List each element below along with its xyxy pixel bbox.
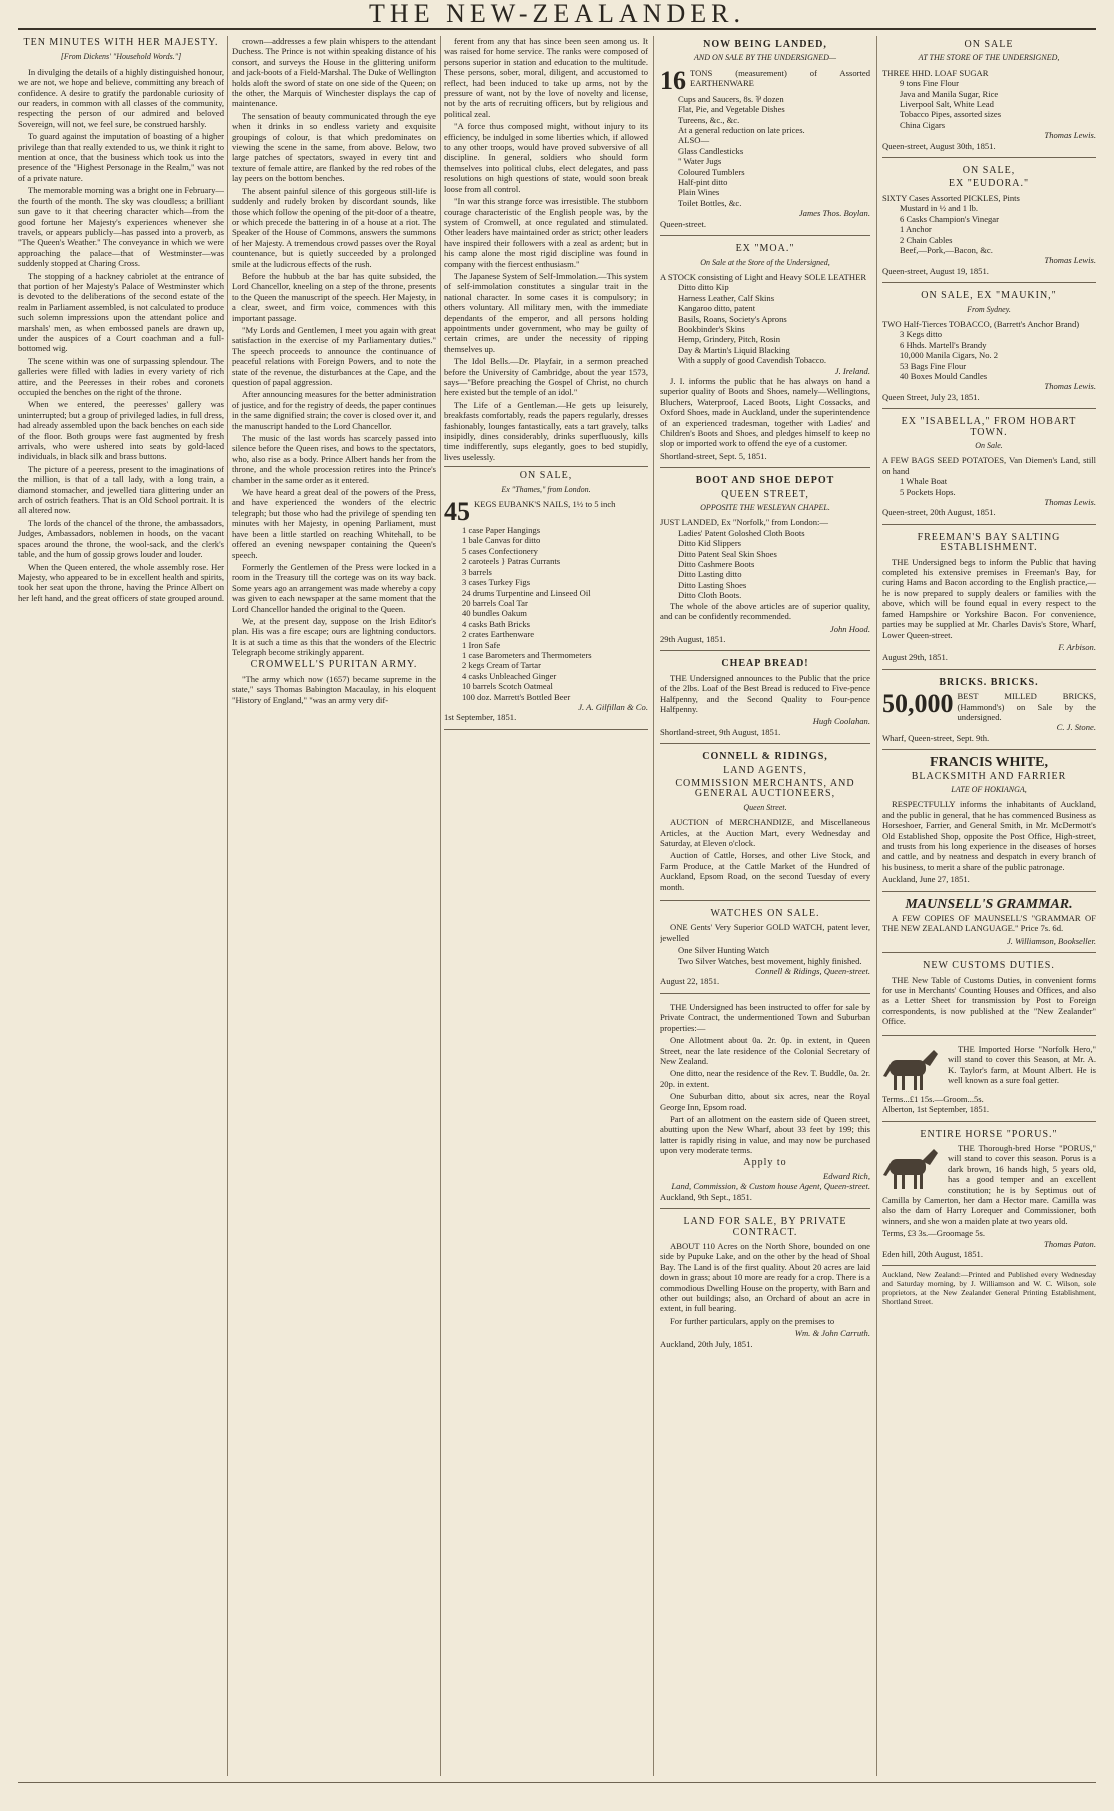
article-paragraph: The scene within was one of surpassing splendour. The galleries were filled with ladies in every variety of rich attire, and the Peeresses in their robes and coronets occupied the benches on the right of the throne. — [18, 355, 224, 397]
ad-subheading: EX "EUDORA." — [948, 178, 1030, 190]
ad-item: Two Silver Watches, best movement, highly finished. — [678, 955, 862, 966]
article-source: [From Dickens' "Household Words."] — [60, 52, 182, 62]
ad-heading: ENTIRE HORSE "PORUS." — [920, 1128, 1058, 1140]
ad-heading: MAUNSELL'S GRAMMAR. — [905, 896, 1073, 912]
ad-signature: Wm. & John Carruth. — [794, 1328, 870, 1339]
ad-quantity: 50,000 — [882, 689, 954, 719]
ad-item: Tobacco Pipes, assorted sizes — [900, 109, 1002, 120]
ad-item: Ditto Lasting Shoes — [678, 579, 747, 590]
ad-heading: FREEMAN'S BAY SALTING ESTABLISHMENT. — [917, 531, 1061, 554]
ad-date: Queen-street, August 19, 1851. — [882, 265, 989, 276]
ad-date: Queen-street, August 30th, 1851. — [882, 140, 996, 151]
ad-signature: Thomas Paton. — [1043, 1238, 1096, 1249]
article-paragraph: "In war this strange force was irresistible. The stubborn courage characteristic of the English people was, by the system of Cromwell, at once regulated and stimulated. Other leaders have maintained order as strict; other leaders have inspired their followers with a zeal as ardent; but in his camp alone the most rigid discipline was found in company with the fiercest enthusiasm." — [444, 196, 648, 269]
article-paragraph: The music of the last words has scarcely passed into silence before the Queen rises, and bows to the spectators, who, also rise as a body. Prince Albert hands her from the throne, and the whole procession retires into the Prince's chamber in the same order as it entered. — [232, 433, 436, 485]
advertisement-auctioneers — [660, 748, 870, 901]
ad-item: 5 Pockets Hops. — [900, 486, 956, 497]
ad-date: Queen Street, July 23, 1851. — [882, 391, 980, 402]
article-paragraph: The lords of the chancel of the throne, the ambassadors, Judges, Ambassadors, noblemen in hoods, on the vacant spaces around the throne, the wool-sack, and the clerk's table, and the hum of gossip grows louder and louder. — [18, 517, 224, 560]
ad-heading: ON SALE — [964, 39, 1014, 50]
article-paragraph: When the Queen entered, the whole assembly rose. Her Majesty, who appeared to be in excellent health and spirits, took her seat upon the throne, having the Prince Albert on her left hand, and the great officers of state grouped around. — [18, 561, 224, 603]
ad-subheading: AND ON SALE BY THE UNDERSIGNED— — [693, 53, 836, 63]
ad-subheading: QUEEN STREET, — [721, 488, 809, 500]
ad-date: Shortland-street, 9th August, 1851. — [660, 726, 781, 737]
ad-signature: Thomas Lewis. — [1044, 130, 1096, 141]
ad-item: At a general reduction on late prices. — [678, 125, 805, 136]
ad-item: Plain Wines — [678, 187, 720, 198]
ad-date: August 29th, 1851. — [882, 652, 948, 663]
ad-lead: KEGS EUBANK'S NAILS, 1½ to 5 inch — [474, 499, 616, 510]
ad-item: 2 kegs Cream of Tartar — [462, 660, 541, 671]
ad-subheading: AT THE STORE OF THE UNDERSIGNED, — [918, 53, 1060, 63]
advertisement-potatoes — [882, 413, 1096, 525]
ad-item: Ditto Kid Slippers — [678, 538, 742, 549]
ad-item: Ditto ditto Kip — [678, 282, 729, 293]
ad-signature: Land, Commission, & Custom house Agent, Queen-street. — [671, 1181, 870, 1192]
ad-item: 100 doz. Marrett's Bottled Beer — [462, 691, 571, 702]
bottom-rule — [18, 1782, 1096, 1783]
ad-date: Eden hill, 20th August, 1851. — [882, 1248, 983, 1259]
ad-text: THE New Table of Customs Duties, in convenient forms for use in Merchants' Counting Houses and Offices, and also as a Letter Sheet for transmission by Post to Foreign correspondents, is now published at the "New Zealander" Office. — [882, 974, 1096, 1027]
masthead — [0, 0, 1114, 30]
article-paragraph: ferent from any that has since been seen among us. It was raised for home service. The ranks were composed of persons superior in station and education to the multitude. These persons, sober, moral, diligent, and accustomed to reflect, had been induced to take up arms, not by the pressure of want, not by the love of novelty and license, not by the arts of recruiting officers, but by religious and political zeal. — [444, 36, 648, 119]
ad-item: 40 bundles Oakum — [462, 608, 527, 619]
ad-signature: John Hood. — [829, 623, 870, 634]
advertisement-boots — [660, 472, 870, 651]
ad-item: Kangaroo ditto, patent — [678, 303, 756, 314]
ad-item: 6 Hhds. Martell's Brandy — [900, 339, 987, 350]
article-paragraph: Before the hubbub at the bar has quite subsided, the Lord Chancellor, kneeling on a step of the throne, presents to the Queen the manuscript of the speech. Her Majesty, in a clear, sweet, and firm voice, commences with this important passage. — [232, 270, 436, 323]
ad-item: One Silver Hunting Watch — [678, 945, 770, 956]
ad-signature: C. J. Stone. — [1056, 722, 1096, 733]
ad-item: Ladies' Patent Goloshed Cloth Boots — [678, 527, 805, 538]
ad-terms: Terms, £3 3s.—Groomage 5s. — [882, 1228, 985, 1239]
ad-text: One ditto, near the residence of the Rev. T. Buddle, 0a. 2r. 20p. in extent. — [660, 1068, 870, 1089]
ad-heading: BOOT AND SHOE DEPOT — [695, 475, 835, 487]
advertisement-sugar — [882, 36, 1096, 158]
ad-heading: WATCHES ON SALE. — [710, 908, 820, 920]
ad-subheading: OPPOSITE THE WESLEYAN CHAPEL. — [700, 503, 830, 513]
ad-item: 2 caroteels } Patras Currants — [462, 556, 561, 567]
advertisement-bricks — [882, 674, 1096, 750]
ad-signature: Thomas Lewis. — [1044, 255, 1096, 266]
column-divider — [440, 36, 441, 1776]
ad-text: A FEW COPIES OF MAUNSELL'S "GRAMMAR OF THE NEW ZEALAND LANGUAGE." Price 7s. 6d. — [882, 913, 1096, 934]
ad-item: Cups and Saucers, 8s. ⅌ dozen — [678, 93, 784, 104]
ad-item: 2 Chain Cables — [900, 234, 953, 245]
article-paragraph: The memorable morning was a bright one in February—the fourth of the month. The sky was cloudless; a brilliant sun gave to it that cheering character which—from the good fortune her Majesty's experiences whenever she travels, or appears publicly—has passed into a proverb, as "The Queen's Weather." The conveyance in which we were approaching the palace—that of Westminster—was suddenly stopped at Charing Cross. — [18, 185, 224, 269]
ad-text: Auction of Cattle, Horses, and other Live Stock, and Farm Produce, at the Cattle Market of the Hundred of Auckland, Epsom Road, on the second Tuesday of every month. — [660, 850, 870, 892]
ad-item: 1 Iron Safe — [462, 639, 501, 650]
column-2 — [232, 36, 436, 1776]
ad-signature: Edward Rich, — [823, 1170, 870, 1181]
advertisement-porus — [882, 1126, 1096, 1267]
ad-item: Flat, Pie, and Vegetable Dishes — [678, 104, 785, 115]
ad-apply: Apply to — [743, 1156, 787, 1168]
article-paragraph: The picture of a peeress, present to the imaginations of the million, is that of a tall lady, with a long train, a diamond stomacher, and jewelled tiara glittering under an arch of ostrich feathers. That is an Old School portrait. It is all altered now. — [18, 463, 224, 516]
ad-item: 1 case Barometers and Thermometers — [462, 649, 592, 660]
article-paragraph: The stopping of a hackney cabriolet at the entrance of that portion of her Majesty's Palace of Westminster which is devoted to the deliberations of the second estate of the realm in Parliament assembled, is not calculated to produce such solemn impressions upon the attendant police and marshals' men, as when embossed panels are drawn up, under the auspices of a Court coachman and a full-bottomed wig. — [18, 270, 224, 354]
ad-item: China Cigars — [900, 119, 946, 130]
ad-lead: THREE HHD. LOAF SUGAR — [882, 67, 989, 78]
ad-item: 4 casks Unbleached Ginger — [462, 670, 557, 681]
ad-lead: TWO Half-Tierces TOBACCO, (Barrett's Anchor Brand) — [882, 318, 1080, 329]
column-divider — [876, 36, 877, 1776]
ad-date: 1st September, 1851. — [444, 712, 517, 723]
ad-subheading: From Sydney. — [967, 304, 1011, 314]
ad-text: THE Imported Horse "Norfolk Hero," will stand to cover this Season, at Mr. A. K. Taylor's farm, at Mount Albert. He is well known as a sure foal getter. — [948, 1043, 1096, 1085]
ad-signature: Connell & Ridings, Queen-street. — [755, 966, 870, 977]
ad-item: 53 Bags Fine Flour — [900, 360, 967, 371]
ad-item: 1 case Paper Hangings — [462, 525, 541, 536]
ad-text: THE Thorough-bred Horse "PORUS," will stand to cover this season. Porus is a dark brown, 16 hands high, 5 years old, has a good temper and an excellent constitution; he is by Septimus out of Camilla by Camerton, her dam a Hector mare. Camilla was also the dam of Harry Lorequer and Commissioner, both winners, and she won a maiden plate at two years old. — [882, 1142, 1096, 1226]
column-1 — [18, 36, 224, 1776]
advertisement-earthenware — [660, 36, 870, 236]
ad-item: 20 barrels Coal Tar — [462, 597, 528, 608]
article-paragraph: "My Lords and Gentlemen, I meet you again with great satisfaction in the exercise of my Parliamentary duties." The speech proceeds to announce the continuance of peaceful relations with Foreign Powers, and to note the state of the revenue, the disturbances at the Cape, and the question of papal aggression. — [232, 324, 436, 387]
ad-item: 1 Whale Boat — [900, 476, 948, 487]
ad-item: 3 barrels — [462, 566, 492, 577]
advertisement-land — [660, 1213, 870, 1355]
ad-item: 10 barrels Scotch Oatmeal — [462, 681, 553, 692]
ad-text: The whole of the above articles are of superior quality, and can be confidently recommended. — [660, 600, 870, 622]
ad-text: J. I. informs the public that he has always on hand a superior quality of Boots and Shoes, namely—Wellingtons, Bluchers, Waterproof, Laced Boots, Light Cossacks, and Oxford Shoes, made in Auckland, under the superintendence of an experienced tradesman, together with Ladies' and Children's Boots and Shoes, and pledges himself to keep no slop or imported work to offend the eye of a customer. — [660, 375, 870, 449]
ad-item: Beef,—Pork,—Bacon, &c. — [900, 244, 993, 255]
advertisement-property — [660, 998, 870, 1209]
article-title: CROMWELL'S PURITAN ARMY. — [250, 658, 418, 670]
ad-item: Harness Leather, Calf Skins — [678, 292, 775, 303]
article-paragraph: To guard against the imputation of boasting of a higher privilege than that really extended to us, we think it right to mention at once, that the business which took us into the presence of the "Highest Personage in the Realm," was not of a private nature. — [18, 131, 224, 183]
ad-heading: ON SALE, — [519, 470, 573, 482]
advertisement-leather — [660, 240, 870, 468]
column-5 — [882, 36, 1096, 1776]
ad-item: Day & Martin's Liquid Blacking — [678, 344, 790, 355]
article-paragraph: After announcing measures for the better administration of justice, and for the registry of deeds, the paper continues in the same dignified strain; the cover is closed over it, and the manuscript handed to the Lord Chancellor. — [232, 389, 436, 431]
advertisement-watches — [660, 905, 870, 994]
ad-subheading: LAND AGENTS, — [723, 764, 807, 776]
column-3 — [444, 36, 648, 1776]
ad-date: Wharf, Queen-street, Sept. 9th. — [882, 732, 990, 743]
ad-item: Java and Manila Sugar, Rice — [900, 88, 999, 99]
ad-item: Liverpool Salt, White Lead — [900, 99, 994, 110]
ad-item: Basils, Roans, Society's Aprons — [678, 313, 787, 324]
ad-text: For further particulars, apply on the premises to — [670, 1315, 835, 1326]
article-paragraph: The Idol Bells.—Dr. Playfair, in a sermon preached before the University of Cambridge, about the year 1573, says—"Before preaching the Gospel of Christ, no church here existed but the temple of an idol." — [444, 356, 648, 398]
ad-signature: James Thos. Boylan. — [798, 208, 870, 219]
ad-item: Toilet Bottles, &c. — [678, 197, 742, 208]
ad-item: 6 Casks Champion's Vinegar — [900, 213, 999, 224]
ad-item: Coloured Tumblers — [678, 166, 745, 177]
column-4 — [660, 36, 870, 1776]
advertisement-pickles — [882, 162, 1096, 283]
ad-date: August 22, 1851. — [660, 976, 720, 987]
ad-item: 2 crates Earthenware — [462, 629, 535, 640]
ad-item: 10,000 Manila Cigars, No. 2 — [900, 350, 999, 361]
printer-imprint: Auckland, New Zealand:—Printed and Published every Wednesday and Saturday morning, by J. Williamson and W. C. Wilson, sole proprietors, at the New Zealander General Printing Establishment, Shortland Street. — [882, 1270, 1096, 1307]
ad-heading: FRANCIS WHITE, — [930, 755, 1048, 771]
article-paragraph: The Japanese System of Self-Immolation.—This system of self-immolation constitutes a singular trait in the national character. In some cases it is compulsory; in others voluntary. All military men, with the immediate dependants of the emperor, and all persons holding appointments under government, who may be guilty of certain crimes, are under the necessity of ripping themselves up. — [444, 270, 648, 354]
ad-terms: Terms...£1 15s.—Groom...5s. — [882, 1093, 984, 1104]
ad-subheading: On Sale at the Store of the Undersigned, — [700, 257, 830, 267]
horse-icon — [882, 1044, 942, 1094]
ad-text: ONE Gents' Very Superior GOLD WATCH, patent lever, jewelled — [660, 922, 870, 943]
ad-quantity: 45 — [444, 497, 470, 527]
advertisement-nails — [444, 466, 648, 730]
ad-text: ABOUT 110 Acres on the North Shore, bounded on one side by Pupuke Lake, and on the other by the head of Shoal Bay. The Land is of the first quality. About 20 acres are laid down in grass; about 10 more are ready for a crop. There is a commodious Dwelling House on the property, with Barn and other out buildings; also, an Orchard of about an acre in extent, in full bearing. — [660, 1241, 870, 1314]
column-divider — [227, 36, 228, 1776]
ad-heading: EX "ISABELLA," FROM HOBART TOWN. — [901, 416, 1077, 438]
ad-date: Shortland-street, Sept. 5, 1851. — [660, 450, 767, 461]
ad-date: Auckland, 20th July, 1851. — [660, 1338, 753, 1349]
article-paragraph: We have heard a great deal of the powers of the Press, and have experienced the wonders of the electric telegraph; but those who had the privilege of spending ten minutes with her Majesty, in opening Parliament, must have been a little startled on reaching Whitehall, to be offered an evening newspaper containing the Queen's speech. — [232, 487, 436, 560]
ad-signature: F. Arbison. — [1058, 641, 1096, 652]
article-paragraph: Formerly the Gentlemen of the Press were locked in a room in the Treasury till the cortege was on its way back. Some years ago an arrangement was made whereby a copy was given to each newspaper at the same moment that the Lord Chancellor handed the original to the Queen. — [232, 561, 436, 614]
advertisement-bread — [660, 655, 870, 744]
ad-item: " Water Jugs — [678, 156, 722, 167]
ad-subheading: BLACKSMITH AND FARRIER — [911, 770, 1067, 782]
ad-heading: CONNELL & RIDINGS, — [702, 751, 828, 763]
ad-item: 3 Kegs ditto — [900, 329, 943, 340]
article-paragraph: The sensation of beauty communicated through the eye when it drinks in so endless variety and exquisite groupings of colour, is that which predominates on viewing the scene in the same, from above. Below, two large patches of spectators, swayed in every tint and texture of female attire, are flanked by the red robes of the lay peers on the bottom benches. — [232, 110, 436, 184]
ad-item: 1 bale Canvas for ditto — [462, 535, 541, 546]
ad-heading: ON SALE, EX "MAUKIN," — [921, 290, 1057, 302]
newspaper-title: THE NEW-ZEALANDER. — [369, 0, 745, 28]
ad-text: RESPECTFULLY informs the inhabitants of Auckland, and the public in general, that he has commenced Business as Horseshoer, Farrier, and General Smith, in Mr. McDermott's Old Established Shop, opposite the Post Office, High-street, and trusts from his long experience in the diseases of horses and cattle, and by neatness and despatch in every branch of his business, to merit a share of the public patronage. — [882, 799, 1096, 872]
ad-subheading: LATE OF HOKIANGA, — [951, 784, 1027, 794]
ad-date: Auckland, 9th Sept., 1851. — [660, 1191, 752, 1202]
advertisement-tobacco — [882, 287, 1096, 409]
article-paragraph: "The army which now (1657) became supreme in the state," says Thomas Babington Macaulay, in his eloquent "History of England," "was an army very dif- — [232, 673, 436, 705]
column-divider — [653, 36, 654, 1776]
ad-item: 5 cases Confectionery — [462, 545, 538, 556]
ad-item: 1 Anchor — [900, 224, 932, 235]
ad-heading: NOW BEING LANDED, — [703, 39, 827, 50]
ad-date: 29th August, 1851. — [660, 633, 726, 644]
advertisement-norfolk-hero — [882, 1040, 1096, 1122]
advertisement-blacksmith — [882, 754, 1096, 891]
ad-item: 9 tons Fine Flour — [900, 78, 959, 89]
ad-text: THE Undersigned begs to inform the Public that having completed his extensive premises in Freeman's Bay, for curing Hams and Bacon according to the English practice,—he is now prepared to supply dealers or families with the above, which will be found equal in every respect to the famed Hampshire or Yorkshire Bacon. For convenience, parties may be supplied at Mr. Charles Davis's Store, Wharf, Lower Queen-street. — [882, 556, 1096, 640]
ad-signature: Thomas Lewis. — [1044, 497, 1096, 508]
article-paragraph: "A force thus composed might, without injury to its efficiency, be indulged in some liberties which, if allowed to any other troops, would have proved subversive of all discipline. In general, soldiers who should form themselves into political clubs, elect delegates, and pass resolutions on high questions of state, would soon break loose from all control. — [444, 121, 648, 194]
article-title: TEN MINUTES WITH HER MAJESTY. — [23, 37, 219, 48]
ad-lead: TONS (measurement) of Assorted EARTHENWARE — [690, 67, 870, 89]
ad-item: Bookbinder's Skins — [678, 323, 745, 334]
ad-text: THE Undersigned has been instructed to offer for sale by Private Contract, the undermentioned Town and Suburban properties:— — [660, 1001, 870, 1033]
ad-heading: EX "MOA." — [735, 243, 795, 255]
article-paragraph: When we entered, the peeresses' gallery was uninterrupted; but a group of privileged ladies, in full dress, had already assembled upon the back benches on each side of the floor. Both groups were fast augmented by fresh arrivals, who were ushered into seats by gold-laced individuals, in black silk and brass buttons. — [18, 399, 224, 462]
ad-signature: J. Ireland. — [834, 365, 870, 376]
ad-signature: Thomas Lewis. — [1044, 381, 1096, 392]
ad-text: Part of an allotment on the eastern side of Queen street, abutting upon the New Wharf, about 33 feet by 199; this latter is rapidly rising in value, and may now be purchased upon very moderate terms. — [660, 1113, 870, 1156]
ad-item: 3 cases Turkey Figs — [462, 577, 531, 588]
article-paragraph: crown—addresses a few plain whispers to the attendant Duchess. The Prince is not within speaking distance of his consort, and surveys the House in the glittering uniform and jack-boots of a Field-Marshal. The Duke of Wellington holds aloft the sword of state on one side of the Queen; on the other, the Marquis of Winchester displays the cap of maintenance. — [232, 36, 436, 109]
ad-heading: NEW CUSTOMS DUTIES. — [923, 960, 1055, 972]
ad-heading: ON SALE, — [962, 165, 1016, 177]
advertisement-customs — [882, 957, 1096, 1035]
ad-subheading: Queen Street. — [743, 802, 787, 812]
ad-place: Queen-street. — [660, 218, 707, 229]
ad-subheading: COMMISSION MERCHANTS, AND GENERAL AUCTIONEERS, — [675, 777, 855, 800]
ad-item: 40 Boxes Mould Candles — [900, 370, 988, 381]
ad-text: One Suburban ditto, about six acres, near the Royal George Inn, Epsom road. — [660, 1091, 870, 1112]
horse-icon — [882, 1143, 942, 1193]
ad-lead: A FEW BAGS SEED POTATOES, Van Diemen's Land, still on hand — [882, 455, 1096, 476]
ad-quantity: 16 — [660, 65, 686, 95]
ad-item: Tureens, &c., &c. — [678, 114, 740, 125]
ad-item: Mustard in ½ and 1 lb. — [900, 203, 979, 214]
ad-item: Half-pint ditto — [678, 177, 728, 188]
ad-text: One Allotment about 0a. 2r. 0p. in extent, in Queen Street, near the late residence of the Colonial Secretary of New Zealand. — [660, 1035, 870, 1066]
article-paragraph: The Life of a Gentleman.—He gets up leisurely, breakfasts comfortably, reads the papers regularly, dresses fashionably, lounges fantastically, eats a tart gravely, talks insipidly, dines considerably, drinks superfluously, kills time indifferently, sups elegantly, goes to bed stupidly, lives uselessly. — [444, 399, 648, 462]
ad-subheading: On Sale. — [975, 441, 1003, 450]
ad-item: 4 casks Bath Bricks — [462, 618, 531, 629]
ad-item: Ditto Cloth Boots. — [678, 590, 742, 601]
article-paragraph: We, at the present day, suppose on the Irish Editor's plan. His was a fire escape; ours are lightning conductors. It is at such a time as this that the wonders of the Electric Telegraph become strikingly apparent. — [232, 615, 436, 658]
advertisement-grammar — [882, 896, 1096, 954]
article-paragraph: In divulging the details of a highly distinguished honour, we are not, we hope and believe, committing any breach of confidence. A desire to gratify the pardonable curiosity of our readers, in common with all classes of the community, respecting the person of our admired and beloved Sovereign, will not, we feel sure, be construed harshly. — [18, 66, 224, 129]
ad-signature: J. Williamson, Bookseller. — [1006, 935, 1096, 946]
ad-text: THE Undersigned announces to the Public that the price of the 2lbs. Loaf of the Best Bread is reduced to Five-pence Halfpenny, and the Second Quality to Four-pence Halfpenny. — [660, 672, 870, 714]
ad-item: Ditto Cashmere Boots — [678, 559, 755, 570]
ad-lead: SIXTY Cases Assorted PICKLES, Pints — [882, 192, 1020, 203]
ad-heading: BRICKS. BRICKS. — [939, 676, 1039, 688]
masthead-rule — [18, 28, 1096, 30]
ad-item: Ditto Lasting ditto — [678, 569, 742, 580]
ad-item: ALSO— — [678, 135, 710, 146]
ad-lead: JUST LANDED, Ex "Norfolk," from London:— — [660, 517, 828, 528]
ad-item: 24 drums Turpentine and Linseed Oil — [462, 587, 591, 598]
ad-date: Alberton, 1st September, 1851. — [882, 1104, 990, 1115]
advertisement-salting — [882, 529, 1096, 670]
ad-item: Glass Candlesticks — [678, 145, 744, 156]
ad-subheading: Ex "Thames," from London. — [501, 484, 591, 494]
ad-lead: A STOCK consisting of Light and Heavy SOLE LEATHER — [660, 271, 867, 282]
ad-lead: BEST MILLED BRICKS, (Hammond's) on Sale by the undersigned. — [957, 691, 1096, 722]
ad-item: With a supply of good Cavendish Tobacco. — [678, 355, 827, 366]
ad-signature: Hugh Coolahan. — [812, 716, 870, 727]
ad-item: Ditto Patent Seal Skin Shoes — [678, 548, 777, 559]
ad-heading: CHEAP BREAD! — [721, 658, 809, 670]
ad-date: Queen-street, 20th August, 1851. — [882, 507, 996, 518]
ad-signature: J. A. Gilfillan & Co. — [578, 701, 648, 712]
ad-date: Auckland, June 27, 1851. — [882, 874, 970, 885]
ad-item: Hemp, Grindery, Pitch, Rosin — [678, 334, 781, 345]
ad-heading: LAND FOR SALE, BY PRIVATE CONTRACT. — [683, 1216, 847, 1238]
ad-text: AUCTION of MERCHANDIZE, and Miscellaneous Articles, at the Auction Mart, every Wednesday and Saturday, at Eleven o'clock. — [660, 817, 870, 848]
article-paragraph: The absent painful silence of this gorgeous still-life is suddenly and rudely broken by discordant sounds, like those which follow the opening of the pit-door of a theatre, or which precede the battering in of a house at a riot. The Speaker of the House of Commons, answers the summons of her Majesty. A tremendous crowd passes over the Royal countenance, but is quietly succeeded by a prolonged smile at the ludicrous effects of the rush. — [232, 185, 436, 269]
